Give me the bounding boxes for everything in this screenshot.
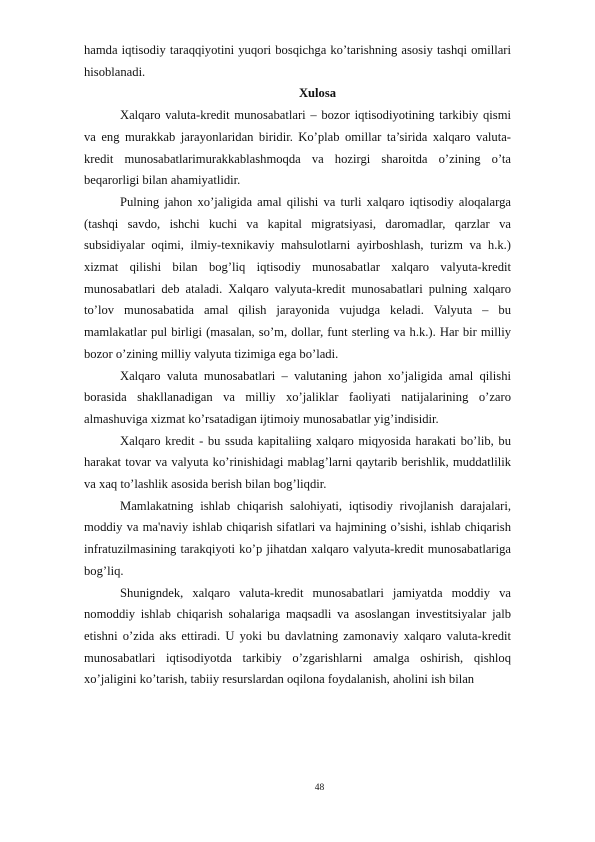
paragraph-valuta-kredit-intro: Xalqaro valuta-kredit munosabatlari – bozor iqtisodiyotining tarkibiy qismi va eng murakkab jarayonlaridan biridir. Ko’plab omillar ta’sirida xalqaro valuta-kredit munosabatlarimurakkablashmoqda va hozirgi sharoitda o’zining o’ta beqarorligi bilan ahamiyatlidir.: [84, 108, 511, 188]
paragraph-pul-jahon: Pulning jahon xo’jaligida amal qilishi va turli xalqaro iqtisodiy aloqalarga (tashqi savdo, ishchi kuchi va kapital migratsiyasi, daromadlar, qarzlar va subsidiyalar oqimi, ilmiy-texnikaviy mahsulotlarni ayirboshlash, turizm va h.k.) xizmat qilishi bilan bog’liq iqtisodiy munosabatlar xalqaro valyuta-kredit munosabatlari deb ataladi. Xalqaro valyuta-kredit munosabatlari pulning xalqaro to’lov munosabatida amal qilish jarayonida vujudga keladi. Valyuta – bu mamlakatlar pul birligi (masalan, so’m, dollar, funt sterling va h.k.). Har bir milliy bozor o’zining milliy valyuta tizimiga ega bo’ladi.: [84, 194, 511, 361]
paragraph-mamlakat-salohiyati: Mamlakatning ishlab chiqarish salohiyati, iqtisodiy rivojlanish darajalari, moddiy va ma'naviy ishlab chiqarish sifatlari va hajmining o’sishi, ishlab chiqarish infratuzilmasining tarakqiyoti ko’p jihatdan xalqaro valyuta-kredit munosabatlariga bog’liq.: [84, 498, 511, 578]
page-number: 48: [314, 783, 325, 793]
paragraph-continuation: hamda iqtisodiy taraqqiyotini yuqori bosqichga ko’tarishning asosiy tashqi omillari hisoblanadi.: [84, 43, 511, 79]
section-heading: Xulosa: [298, 86, 337, 101]
paragraph-valuta-munosabatlari: Xalqaro valuta munosabatlari – valutaning jahon xo’jaligida amal qilishi borasida shakllanadigan va milliy xo’jaliklar faoliyati natijalarining o’zaro almashuviga xizmat ko’rsatadigan ijtimoiy munosabatlar yig’indisidir.: [84, 368, 511, 426]
body-text: [84, 40, 511, 691]
paragraph-shuningdek: Shunigndek, xalqaro valuta-kredit munosabatlari jamiyatda moddiy va nomoddiy ishlab chiqarish sohalariga maqsadli va asoslangan investitsiyalar jalb etishni o’zida aks ettiradi. U yoki bu davlatning zamonaviy xalqaro valuta-kredit munosabatlari iqtisodiyotda tarkibiy o’zgarishlarni amalga oshirish, qishloq xo’jaligini ko’tarish, tabiiy resurslardan oqilona foydalanish, aholini ish bilan: [84, 585, 511, 687]
paragraph-xalqaro-kredit: Xalqaro kredit - bu ssuda kapitaliing xalqaro miqyosida harakati bo’lib, bu harakat tovar va valyuta ko’rinishidagi mablag’larni qaytarib berishlik, muddatlilik va xaq to’lashlik asosida berish bilan bog’liqdir.: [84, 433, 511, 492]
